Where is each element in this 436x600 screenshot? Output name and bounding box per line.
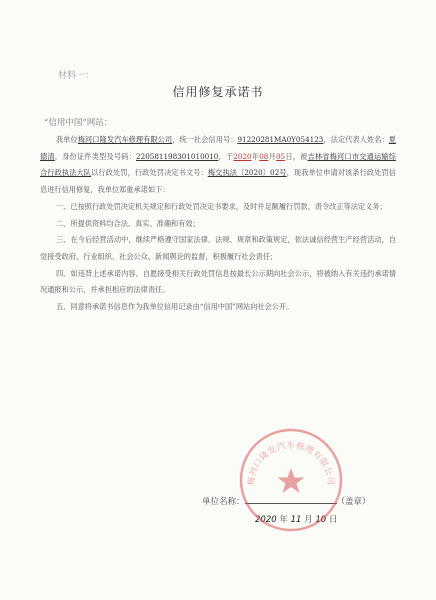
penalty-year: 2020 [233,151,252,161]
penalty-day: 05 [275,151,286,161]
legal-representative: 夏德清 [40,135,396,161]
paragraph-2: 一、已按照行政处罚决定机关规定和行政处罚决定书要求，及时并足额履行罚款、责令改正等法定义务； [56,201,387,211]
credit-code: 91220281MA0Y054123 [237,135,324,144]
addressee: “信用中国”网站： [44,118,113,128]
company-seal-icon [236,425,346,535]
date-year: 2020 [255,515,277,525]
paragraph-4: 三、在今后经营活动中，继续严格遵守国家法律、法规、规章和政策规定，依法诚信经营生产经营活动，自觉接受政府、行业组织、社会公众、新闻舆论的监督，积极履行社会责任； [40,235,396,261]
stamp-label: （盖章） [336,497,371,507]
penalty-authority: 吉林省梅河口市交通运输综合行政执法大队 [40,151,396,178]
material-label: 材料一： [58,71,95,81]
paragraph-1: 我单位梅河口隆发汽车修理有限公司，统一社会信用号：91220281MA0Y054123，法定代表人姓名：夏德清，身份证件类型及号码：220581198301010010，于2020年08月05日，被吉林省梅河口市交通运输综合行政执法大队以行政处罚，行政处罚决定书文号：梅交执法〔2020〕02号，现我单位申请对该条行政处罚信息进行信用修复，我单位郑重承诺如下： [40,135,396,195]
document-body [40,132,396,316]
date-month: 11 [290,515,302,525]
svg-text:梅河口隆发汽车修理有限公司: 梅河口隆发汽车修理有限公司 [246,441,336,486]
decision-number: 梅交执法〔2020〕02号 [207,168,287,178]
id-number: 220581198301010010 [136,151,219,161]
paragraph-5: 四、如违背上述承诺内容，自愿接受相关行政处罚信息按最长公示期向社会公示，将被纳入有关违约承诺情况通报和公示，并承担相应的法律责任。 [40,268,396,295]
date-day: 10 [315,515,327,525]
document-title: 信用修复承诺书 [172,85,264,99]
unit-name-label: 单位名称： [202,497,245,507]
paragraph-3: 二、所提供资料均合法、真实、准确和有效； [56,218,200,228]
paragraph-6: 五、同意将承诺书信息作为我单位信用记录由“信用中国”网站向社会公开。 [56,302,294,312]
penalty-month: 08 [259,151,269,161]
company-name: 梅河口隆发汽车修理有限公司 [77,135,173,144]
signature-date: 2020 年 11 月 10 日 [255,515,338,525]
